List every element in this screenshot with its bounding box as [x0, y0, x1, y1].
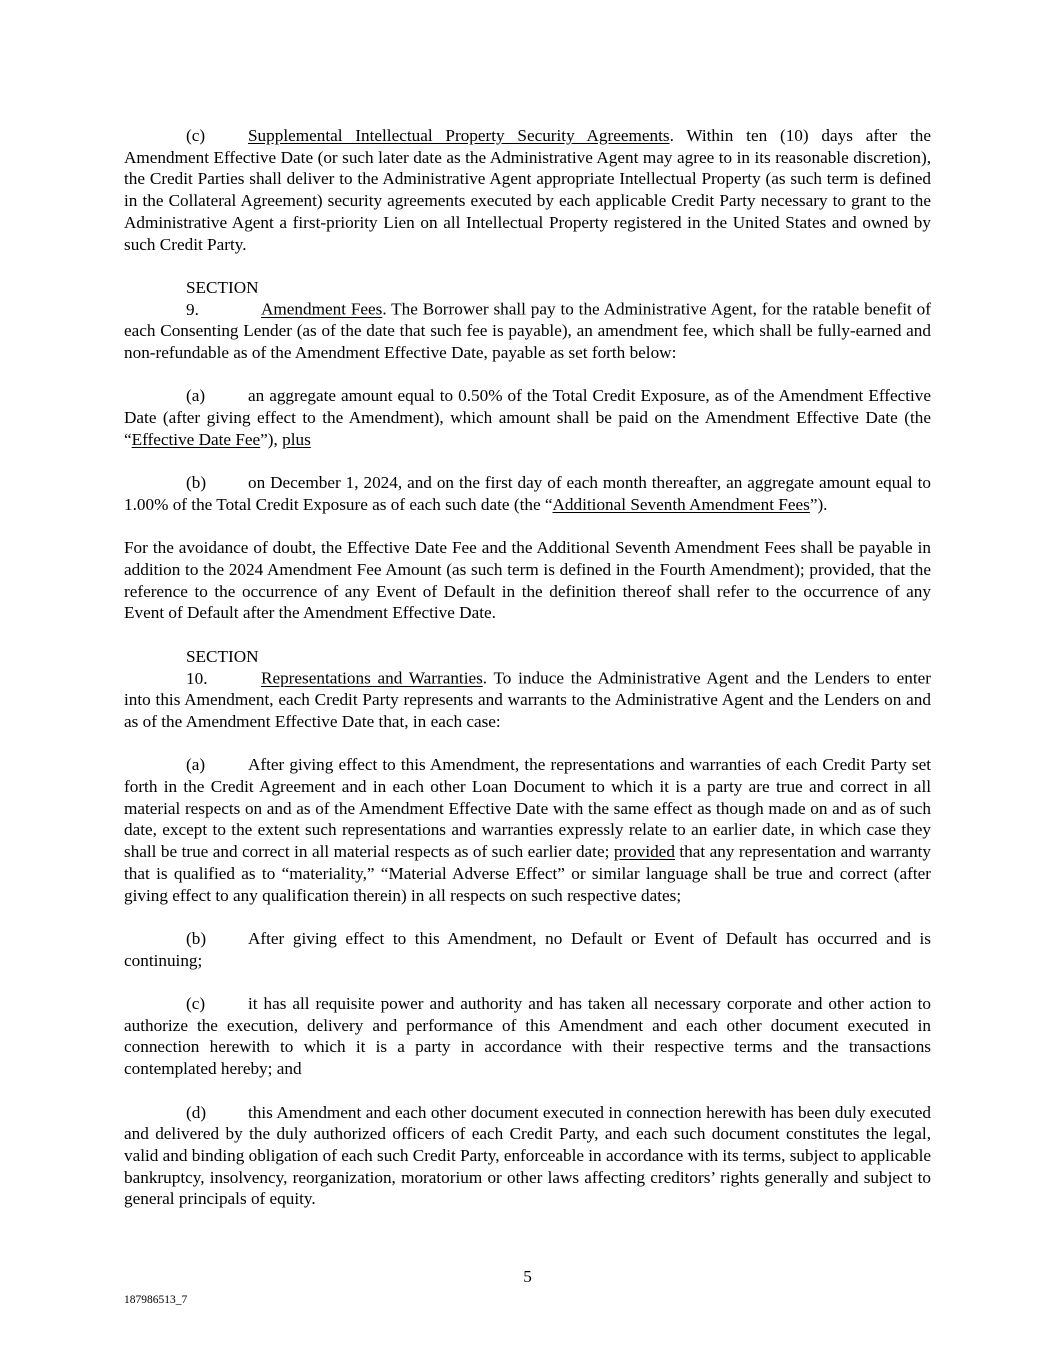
paragraph-section-8c: [124, 125, 931, 255]
clause-text: on December 1, 2024, and on the first day of each month thereafter, an aggregate amount equal to 1.00% of the Total Credit Exposure as of each such date (the “: [124, 473, 931, 514]
plus-term: plus: [282, 429, 311, 449]
defined-term: Effective Date Fee: [131, 429, 261, 449]
paragraph-section-10: [124, 646, 931, 733]
section-heading: Representations and Warranties: [261, 668, 483, 688]
paragraph-section-9a: [124, 385, 931, 450]
paragraph-section-10a: [124, 754, 931, 906]
clause-heading: Supplemental Intellectual Property Security Agreements: [248, 126, 670, 145]
section-text: . To induce the Administrative Agent and the Lenders to enter into this Amendment, each Credit Party represents and warrants to the Administrative Agent and the Lenders on and as of the Amendment Effective Date that, in each case:: [124, 668, 931, 731]
defined-term: Additional Seventh Amendment Fees: [552, 494, 810, 514]
paragraph-section-10d: [124, 1102, 931, 1211]
section-text: . The Borrower shall pay to the Administrative Agent, for the ratable benefit of each Consenting Lender (as of the date that such fee is payable), an amendment fee, which shall be fully-earned and non-refundable as of the Amendment Effective Date, payable as set forth below:: [124, 299, 931, 363]
document-id: 187986513_7: [124, 1294, 188, 1306]
paragraph-section-9-note: For the avoidance of doubt, the Effective Date Fee and the Additional Seventh Amendment Fees shall be payable in addition to the 2024 Amendment Fee Amount (as such term is defined in the Fourth Amendment); provided, that the reference to the occurrence of any Event of Default in the definition thereof shall refer to the occurrence of any Event of Default after the Amendment Effective Date.: [124, 538, 931, 623]
clause-text-end: ”),: [260, 429, 283, 449]
paragraph-section-10c: [124, 993, 931, 1080]
page-body: [124, 125, 931, 1232]
clause-label: (b): [186, 473, 207, 493]
clause-label: (d): [186, 1102, 207, 1122]
clause-label: (a): [186, 386, 206, 406]
section-heading: Amendment Fees: [261, 299, 383, 319]
clause-text-end: that any representation and warranty that is qualified as to “materiality,” “Material Adverse Effect” or similar language shall be true and correct (after giving effect to any qualification therein) in all respects on such respective dates;: [124, 842, 931, 905]
clause-text: . Within ten (10) days after the Amendment Effective Date (or such later date as the Administrative Agent may agree to in its reasonable discretion), the Credit Parties shall deliver to the Administrative Agent appropriate Intellectual Property (as such term is defined in the Collateral Agreement) security agreements executed by each applicable Credit Party necessary to grant to the Administrative Agent a first-priority Lien on all Intellectual Property registered in the United States and owned by such Credit Party.: [124, 126, 931, 254]
paragraph-section-9b: [124, 472, 931, 515]
section-label: SECTION 9.: [186, 277, 259, 319]
page-number: 5: [523, 1267, 532, 1286]
section-label: SECTION 10.: [186, 646, 259, 688]
clause-label: (a): [186, 755, 206, 775]
clause-text: this Amendment and each other document executed in connection herewith has been duly executed and delivered by the duly authorized officers of each Credit Party, and each such document constitutes the legal, valid and binding obligation of each such Credit Party, enforceable in accordance with its terms, subject to applicable bankruptcy, insolvency, reorganization, moratorium or other laws affecting creditors’ rights generally and subject to general principals of equity.: [124, 1102, 931, 1209]
clause-label: (b): [186, 928, 207, 948]
clause-text: After giving effect to this Amendment, no Default or Event of Default has occurred and is continuing;: [124, 928, 931, 970]
paragraph-section-10b: [124, 928, 931, 971]
clause-text-end: ”).: [809, 494, 828, 514]
clause-text: After giving effect to this Amendment, the representations and warranties of each Credit Party set forth in the Credit Agreement and in each other Loan Document to which it is a party are true and correct in all material respects on and as of the Amendment Effective Date with the same effect as though made on and as of such date, except to the extent such representations and warranties expressly relate to an earlier date, in which case they shall be true and correct in all material respects as of such earlier date;: [124, 755, 931, 862]
paragraph-section-9: [124, 277, 931, 364]
clause-text: an aggregate amount equal to 0.50% of the Total Credit Exposure, as of the Amendment Effective Date (after giving effect to the Amendment), which amount shall be paid on the Amendment Effective Date (the “: [124, 386, 931, 449]
clause-label: (c): [186, 126, 206, 145]
clause-label: (c): [186, 994, 206, 1013]
clause-text: it has all requisite power and authority and has taken all necessary corporate and other action to authorize the execution, delivery and performance of this Amendment and each other document executed in connection herewith to which it is a party in accordance with their respective terms and the transactions contemplated hereby; and: [124, 994, 931, 1079]
provided-term: provided: [613, 842, 675, 862]
